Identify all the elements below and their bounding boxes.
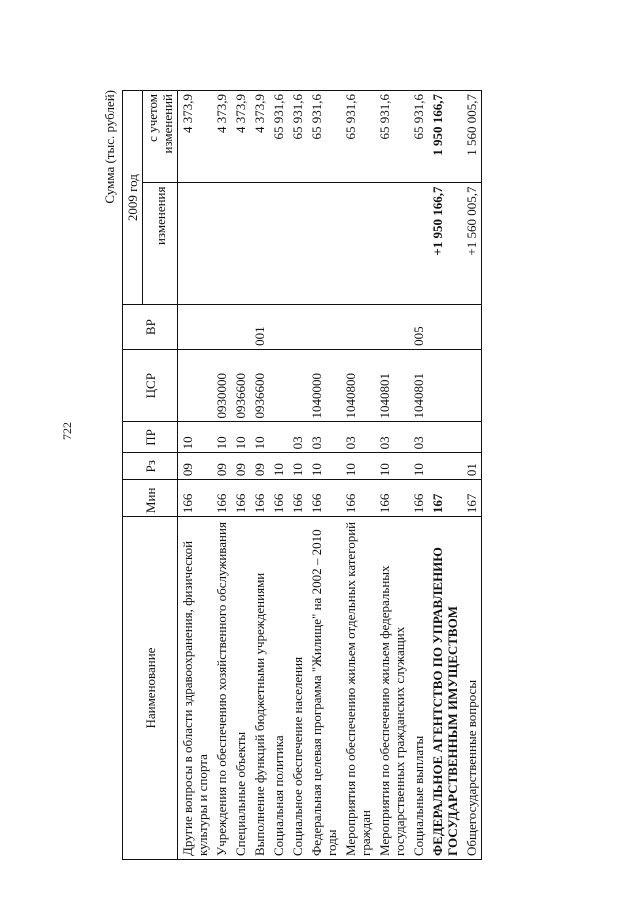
row-csr: 0936600 bbox=[231, 349, 250, 422]
row-pr bbox=[462, 422, 482, 453]
row-changes bbox=[231, 183, 250, 305]
row-min: 166 bbox=[231, 480, 250, 517]
row-rz: 01 bbox=[462, 453, 482, 480]
row-changes bbox=[409, 183, 428, 305]
row-changes bbox=[250, 183, 269, 305]
table-body bbox=[178, 91, 482, 860]
row-changes bbox=[341, 183, 375, 305]
row-vr bbox=[428, 305, 462, 350]
row-total: 65 931,6 bbox=[269, 91, 288, 184]
row-vr bbox=[341, 305, 375, 350]
row-rz: 10 bbox=[307, 453, 341, 480]
row-min: 166 bbox=[288, 480, 307, 517]
row-changes bbox=[178, 183, 213, 305]
row-csr: 1040801 bbox=[375, 349, 409, 422]
row-min: 167 bbox=[428, 480, 462, 517]
row-pr bbox=[428, 422, 462, 453]
row-pr: 10 bbox=[178, 422, 213, 453]
row-name: Социальные выплаты bbox=[409, 517, 428, 860]
header-pr: ПР bbox=[123, 422, 178, 453]
row-rz: 09 bbox=[231, 453, 250, 480]
row-rz: 10 bbox=[288, 453, 307, 480]
row-rz: 09 bbox=[212, 453, 231, 480]
row-pr: 10 bbox=[250, 422, 269, 453]
row-name: Специальные объекты bbox=[231, 517, 250, 860]
row-total: 4 373,9 bbox=[231, 91, 250, 184]
row-pr: 03 bbox=[307, 422, 341, 453]
row-pr: 03 bbox=[288, 422, 307, 453]
row-vr bbox=[178, 305, 213, 350]
table-row bbox=[462, 91, 482, 860]
row-name: Учреждения по обеспечению хозяйственного обслуживания bbox=[212, 517, 231, 860]
row-pr: 10 bbox=[212, 422, 231, 453]
row-total: 1 950 166,7 bbox=[428, 91, 462, 184]
table-row bbox=[250, 91, 269, 860]
row-vr: 001 bbox=[250, 305, 269, 350]
table-row bbox=[409, 91, 428, 860]
row-vr: 005 bbox=[409, 305, 428, 350]
row-total: 65 931,6 bbox=[288, 91, 307, 184]
row-rz: 10 bbox=[269, 453, 288, 480]
row-rz: 10 bbox=[409, 453, 428, 480]
row-min: 166 bbox=[375, 480, 409, 517]
units-caption: Сумма (тыс. рублей) bbox=[102, 90, 117, 204]
row-min: 166 bbox=[341, 480, 375, 517]
row-changes bbox=[269, 183, 288, 305]
row-name: Федеральная целевая программа "Жилище" на 2002 – 2010 годы bbox=[307, 517, 341, 860]
row-total: 4 373,9 bbox=[250, 91, 269, 184]
row-min: 166 bbox=[178, 480, 213, 517]
row-pr bbox=[269, 422, 288, 453]
row-vr bbox=[212, 305, 231, 350]
header-changes: изменения bbox=[143, 183, 178, 305]
row-name: Другие вопросы в области здравоохранения, физической культуры и спорта bbox=[178, 517, 213, 860]
row-csr: 1040801 bbox=[409, 349, 428, 422]
row-rz: 10 bbox=[341, 453, 375, 480]
table-row bbox=[307, 91, 341, 860]
row-total: 65 931,6 bbox=[375, 91, 409, 184]
row-csr: 1040800 bbox=[341, 349, 375, 422]
header-with-changes: с учетом изменений bbox=[143, 91, 178, 184]
row-min: 166 bbox=[307, 480, 341, 517]
budget-table bbox=[122, 90, 482, 860]
row-csr: 1040000 bbox=[307, 349, 341, 422]
row-vr bbox=[288, 305, 307, 350]
table-row bbox=[428, 91, 462, 860]
row-min: 166 bbox=[269, 480, 288, 517]
row-csr bbox=[178, 349, 213, 422]
row-name: Выполнение функций бюджетными учреждениями bbox=[250, 517, 269, 860]
header-csr: ЦСР bbox=[123, 349, 178, 422]
row-vr bbox=[375, 305, 409, 350]
header-vr: ВР bbox=[123, 305, 178, 350]
row-pr: 03 bbox=[409, 422, 428, 453]
row-total: 65 931,6 bbox=[341, 91, 375, 184]
header-name: Наименование bbox=[123, 517, 178, 860]
row-changes: +1 560 005,7 bbox=[462, 183, 482, 305]
table-row bbox=[288, 91, 307, 860]
row-vr bbox=[269, 305, 288, 350]
row-name: Мероприятия по обеспечению жильем федеральных государственных гражданских служащих bbox=[375, 517, 409, 860]
row-changes: +1 950 166,7 bbox=[428, 183, 462, 305]
row-rz: 09 bbox=[178, 453, 213, 480]
row-csr: 0936600 bbox=[250, 349, 269, 422]
header-year: 2009 год bbox=[123, 91, 143, 305]
row-name: Социальное обеспечение населения bbox=[288, 517, 307, 860]
row-changes bbox=[307, 183, 341, 305]
row-csr bbox=[269, 349, 288, 422]
row-name: Мероприятия по обеспечению жильем отдельных категорий граждан bbox=[341, 517, 375, 860]
row-vr bbox=[307, 305, 341, 350]
row-total: 4 373,9 bbox=[212, 91, 231, 184]
row-name: ФЕДЕРАЛЬНОЕ АГЕНТСТВО ПО УПРАВЛЕНИЮ ГОСУДАРСТВЕННЫМ ИМУЩЕСТВОМ bbox=[428, 517, 462, 860]
table-row bbox=[231, 91, 250, 860]
row-name: Социальная политика bbox=[269, 517, 288, 860]
table-row bbox=[269, 91, 288, 860]
row-csr bbox=[288, 349, 307, 422]
row-total: 1 560 005,7 bbox=[462, 91, 482, 184]
row-rz: 09 bbox=[250, 453, 269, 480]
row-name: Общегосударственные вопросы bbox=[462, 517, 482, 860]
row-changes bbox=[288, 183, 307, 305]
row-changes bbox=[212, 183, 231, 305]
row-csr bbox=[428, 349, 462, 422]
table-row bbox=[212, 91, 231, 860]
row-changes bbox=[375, 183, 409, 305]
row-pr: 03 bbox=[341, 422, 375, 453]
row-csr bbox=[462, 349, 482, 422]
table-row bbox=[375, 91, 409, 860]
row-min: 167 bbox=[462, 480, 482, 517]
row-min: 166 bbox=[212, 480, 231, 517]
row-pr: 03 bbox=[375, 422, 409, 453]
row-vr bbox=[462, 305, 482, 350]
row-rz bbox=[428, 453, 462, 480]
rotated-content bbox=[102, 90, 592, 860]
row-vr bbox=[231, 305, 250, 350]
table-row bbox=[178, 91, 213, 860]
row-csr: 0930000 bbox=[212, 349, 231, 422]
row-total: 65 931,6 bbox=[409, 91, 428, 184]
header-min: Мин bbox=[123, 480, 178, 517]
table-header bbox=[123, 91, 178, 860]
row-min: 166 bbox=[409, 480, 428, 517]
page-number: 722 bbox=[60, 422, 74, 440]
header-rz: Рз bbox=[123, 453, 178, 480]
row-total: 65 931,6 bbox=[307, 91, 341, 184]
row-min: 166 bbox=[250, 480, 269, 517]
row-rz: 10 bbox=[375, 453, 409, 480]
row-pr: 10 bbox=[231, 422, 250, 453]
row-total: 4 373,9 bbox=[178, 91, 213, 184]
table-row bbox=[341, 91, 375, 860]
